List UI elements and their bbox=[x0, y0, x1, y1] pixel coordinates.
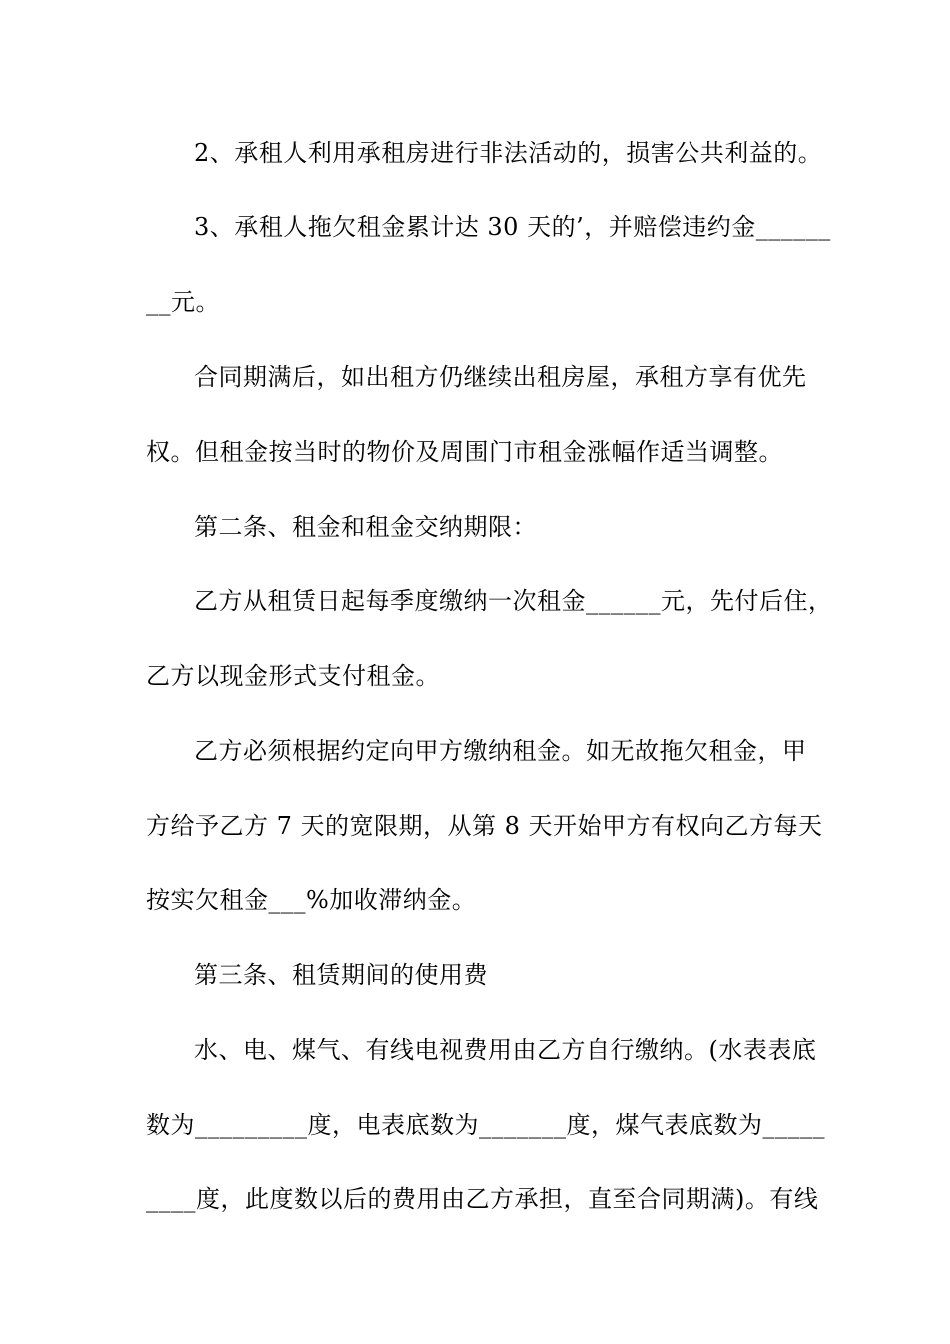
late-payment-paragraph-line-2: 方给予乙方 7 天的宽限期，从第 8 天开始甲方有权向乙方每天 bbox=[146, 812, 823, 840]
rent-payment-paragraph-continued: 乙方以现金形式支付租金。 bbox=[146, 662, 440, 690]
late-payment-paragraph: 乙方必须根据约定向甲方缴纳租金。如无故拖欠租金，甲 bbox=[194, 737, 807, 765]
clause-item-3-continued: __元。 bbox=[146, 288, 220, 316]
renewal-paragraph-continued: 权。但租金按当时的物价及周围门市租金涨幅作适当调整。 bbox=[146, 438, 783, 466]
utilities-paragraph: 水、电、煤气、有线电视费用由乙方自行缴纳。(水表表底 bbox=[194, 1036, 817, 1064]
article-three-heading: 第三条、租赁期间的使用费 bbox=[194, 961, 488, 989]
clause-item-3: 3、承租人拖欠租金累计达 30 天的’，并赔偿违约金______ bbox=[194, 213, 831, 241]
renewal-paragraph: 合同期满后，如出租方仍继续出租房屋，承租方享有优先 bbox=[194, 363, 807, 391]
article-two-heading: 第二条、租金和租金交纳期限： bbox=[194, 513, 537, 541]
utilities-paragraph-line-2: 数为_________度，电表底数为_______度，煤气表底数为_____ bbox=[146, 1111, 825, 1139]
utilities-paragraph-line-3: ____度，此度数以后的费用由乙方承担，直至合同期满)。有线 bbox=[146, 1185, 819, 1213]
clause-item-2: 2、承租人利用承租房进行非法活动的，损害公共利益的。 bbox=[194, 139, 823, 167]
rent-payment-paragraph: 乙方从租赁日起每季度缴纳一次租金______元，先付后住， bbox=[194, 587, 833, 615]
late-payment-paragraph-line-3: 按实欠租金___%加收滞纳金。 bbox=[146, 886, 477, 914]
